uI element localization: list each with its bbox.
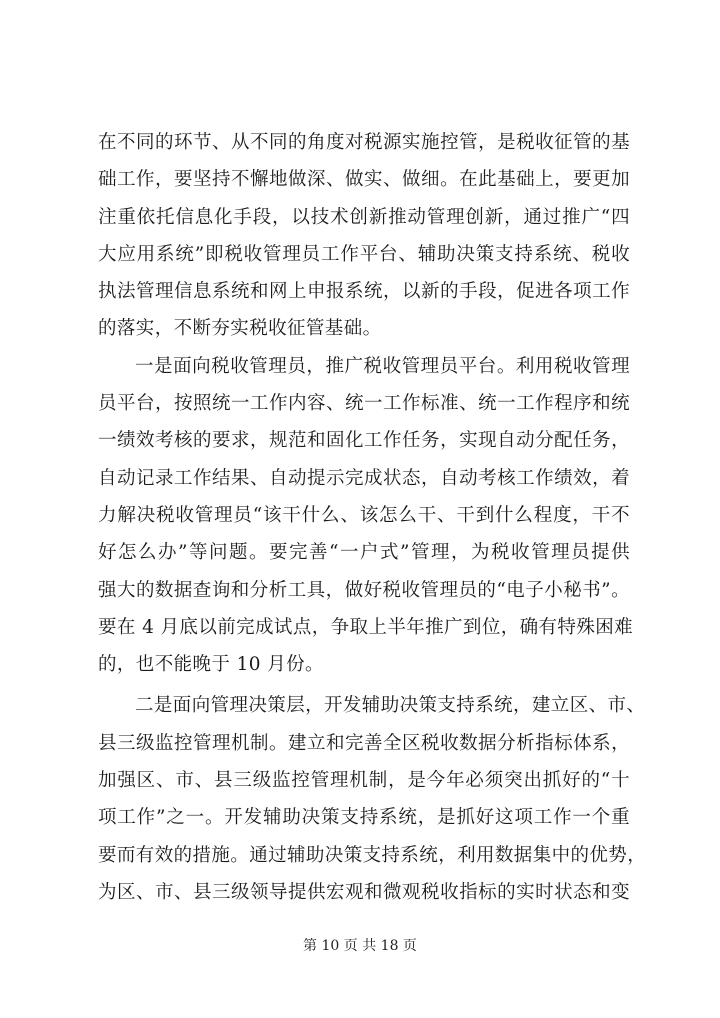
text-line: 为区、市、县三级领导提供宏观和微观税收指标的实时状态和变: [98, 881, 630, 903]
text-line: 的落实，不断夯实税收征管基础。: [98, 318, 382, 340]
text-line: 好怎么办”等问题。要完善“一户式”管理，为税收管理员提供: [98, 542, 630, 564]
text-line: 础工作，要坚持不懈地做深、做实、做细。在此基础上，要更加: [98, 169, 630, 191]
text-line: 执法管理信息系统和网上申报系统，以新的手段，促进各项工作: [98, 281, 630, 303]
text-line: 一绩效考核的要求，规范和固化工作任务，实现自动分配任务，: [98, 430, 630, 452]
text-line: 县三级监控管理机制。建立和完善全区税收数据分析指标体系，: [98, 732, 630, 754]
text-line: 加强区、市、县三级监控管理机制，是今年必须突出抓好的“十: [98, 770, 630, 792]
text-line: 在不同的环节、从不同的角度对税源实施控管，是税收征管的基: [98, 132, 630, 153]
text-line: 项工作”之一。开发辅助决策支持系统，是抓好这项工作一个重: [98, 807, 630, 829]
text-line: 强大的数据查询和分析工具，做好税收管理员的“电子小秘书”。: [98, 579, 630, 601]
text-line: 员平台，按照统一工作内容、统一工作标准、统一工作程序和统: [98, 393, 630, 415]
text-line: 要而有效的措施。通过辅助决策支持系统，利用数据集中的优势，: [98, 844, 647, 866]
text-line: 自动记录工作结果、自动提示完成状态，自动考核工作绩效，着: [98, 467, 630, 489]
text-line: 二是面向管理决策层，开发辅助决策支持系统，建立区、市、: [135, 695, 646, 717]
document-body: [98, 124, 647, 911]
text-line: 力解决税收管理员“该干什么、该怎么干、干到什么程度，干不: [98, 504, 630, 526]
text-line: 一是面向税收管理员，推广税收管理员平台。利用税收管理: [135, 355, 630, 377]
text-line: 注重依托信息化手段，以技术创新推动管理创新，通过推广“四: [98, 206, 630, 228]
page-footer: [0, 935, 720, 955]
paragraph-1: [98, 124, 630, 348]
paragraph-3: [98, 687, 647, 911]
text-line: 的，也不能晚于 10 月份。: [98, 654, 324, 676]
page-number-label: 第 10 页 共 18 页: [303, 938, 417, 954]
text-line: 要在 4 月底以前完成试点，争取上半年推广到位，确有特殊困难: [98, 616, 634, 638]
paragraph-2: [98, 348, 634, 684]
text-line: 大应用系统”即税收管理员工作平台、辅助决策支持系统、税收: [98, 243, 630, 265]
